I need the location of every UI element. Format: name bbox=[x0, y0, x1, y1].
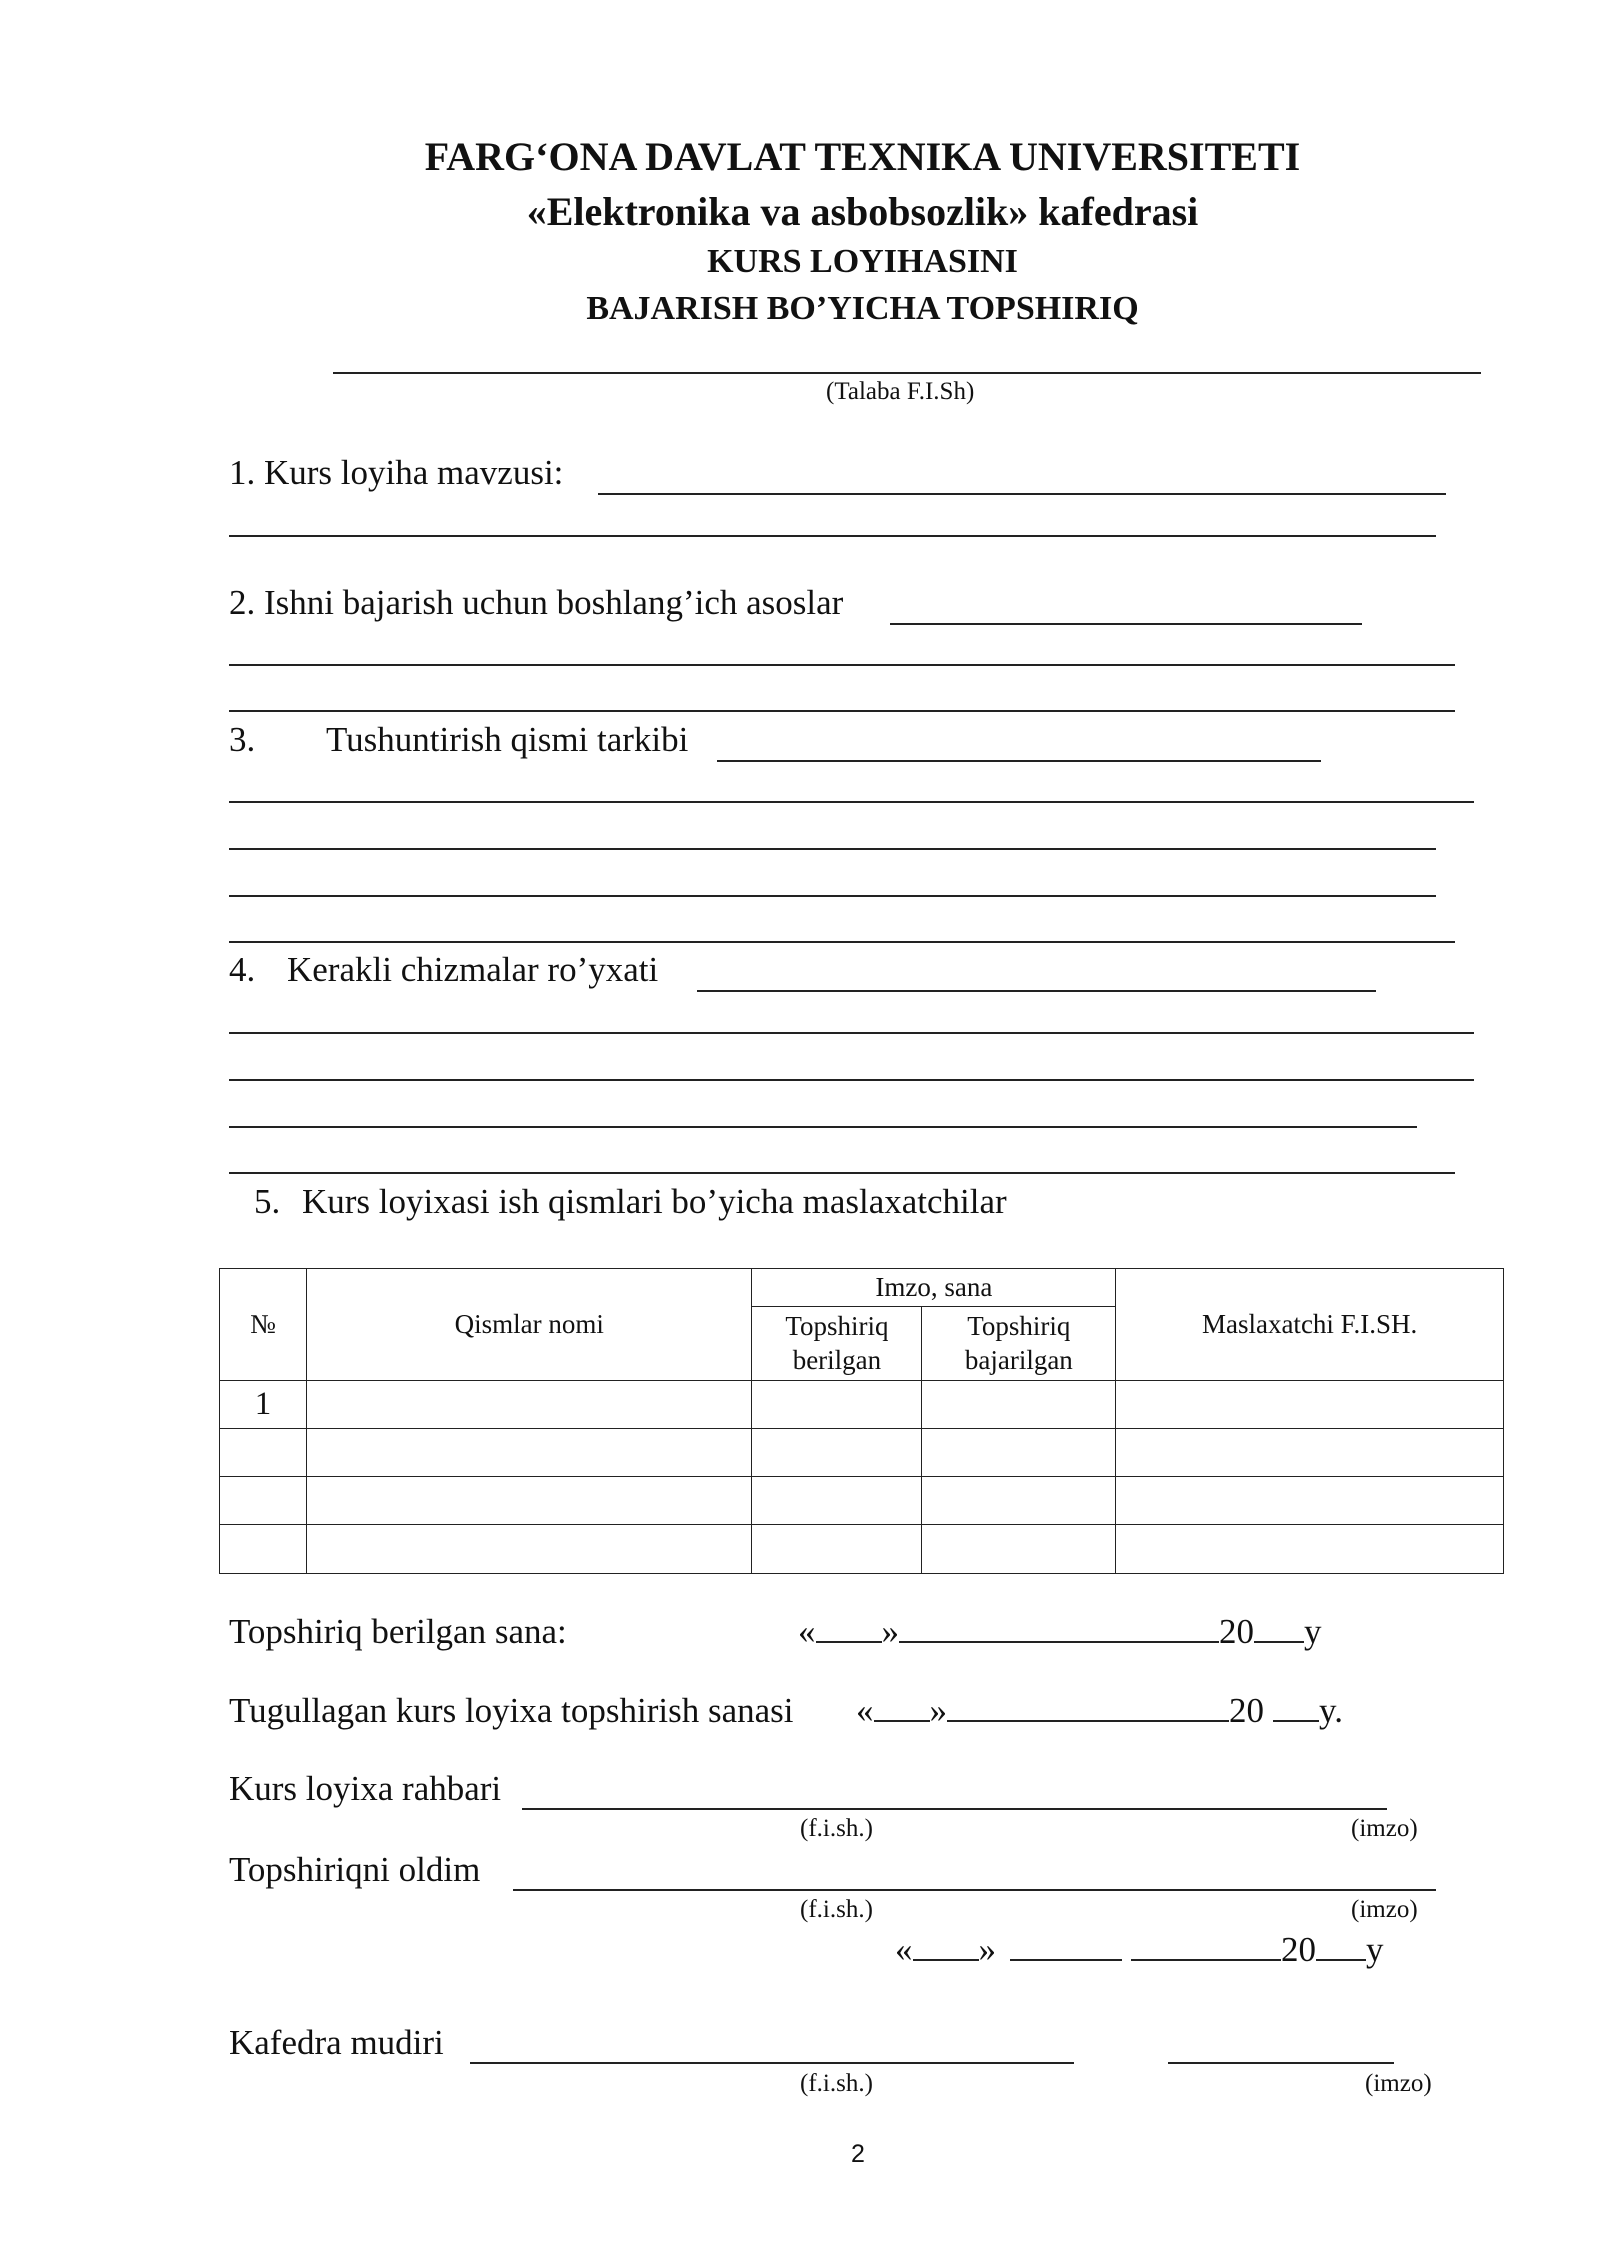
answer-line[interactable] bbox=[717, 760, 1321, 762]
year-blank[interactable] bbox=[1273, 1720, 1319, 1722]
answer-line[interactable] bbox=[229, 535, 1436, 537]
day-blank[interactable] bbox=[874, 1720, 930, 1722]
imzo-caption: (imzo) bbox=[1351, 1815, 1418, 1842]
imzo-caption: (imzo) bbox=[1351, 1896, 1418, 1923]
table-cell[interactable] bbox=[752, 1381, 922, 1429]
open-quote: « bbox=[895, 1930, 913, 1969]
table-cell[interactable] bbox=[220, 1429, 307, 1477]
answer-line[interactable] bbox=[598, 493, 1446, 495]
answer-line[interactable] bbox=[229, 664, 1455, 666]
year-suffix: y bbox=[1366, 1930, 1384, 1969]
title-line-2: BAJARISH BO’YICHA TOPSHIRIQ bbox=[586, 290, 1139, 327]
header-task-done bbox=[922, 1307, 1116, 1381]
submit-date-label: Tugullagan kurs loyixa topshirish sanasi bbox=[229, 1691, 794, 1730]
table-cell[interactable] bbox=[752, 1525, 922, 1574]
given-date-label: Topshiriq berilgan sana: bbox=[229, 1612, 567, 1651]
table-cell[interactable] bbox=[220, 1477, 307, 1525]
head-fish-line[interactable] bbox=[470, 2062, 1074, 2064]
received-signature-line[interactable] bbox=[513, 1889, 1436, 1891]
table-cell[interactable] bbox=[752, 1477, 922, 1525]
section-2-label: 2. Ishni bajarish uchun boshlang’ich asoslar bbox=[229, 583, 844, 622]
header-task-done-line2: bajarilgan bbox=[964, 1344, 1073, 1375]
head-imzo-line[interactable] bbox=[1168, 2062, 1394, 2064]
table-cell[interactable] bbox=[1116, 1429, 1504, 1477]
month-blank[interactable] bbox=[1131, 1959, 1281, 1961]
supervisor-label: Kurs loyixa rahbari bbox=[229, 1769, 502, 1808]
header-task-given-line1: Topshiriq bbox=[785, 1310, 889, 1341]
header-part-name: Qismlar nomi bbox=[306, 1269, 752, 1381]
header-task-given-line2: berilgan bbox=[792, 1344, 882, 1375]
university-name: FARG‘ONA DAVLAT TEXNIKA UNIVERSITETI bbox=[424, 134, 1301, 179]
student-name-line[interactable] bbox=[333, 372, 1481, 374]
year-blank[interactable] bbox=[1254, 1641, 1304, 1643]
day-blank[interactable] bbox=[913, 1959, 979, 1961]
answer-line[interactable] bbox=[229, 848, 1436, 850]
table-row bbox=[220, 1477, 1504, 1525]
month-blank[interactable] bbox=[1010, 1959, 1122, 1961]
section-4-label: Kerakli chizmalar ro’yxati bbox=[287, 950, 659, 989]
fish-caption: (f.i.sh.) bbox=[800, 2070, 873, 2097]
open-quote: « bbox=[798, 1612, 816, 1651]
year-suffix: y bbox=[1304, 1612, 1322, 1651]
close-quote: » bbox=[881, 1612, 899, 1651]
table-cell[interactable] bbox=[306, 1429, 752, 1477]
answer-line[interactable] bbox=[229, 895, 1436, 897]
given-date-field[interactable] bbox=[798, 1612, 1322, 1652]
header-task-given bbox=[752, 1307, 922, 1381]
header-number: № bbox=[220, 1269, 307, 1381]
table-row bbox=[220, 1429, 1504, 1477]
received-date-field[interactable] bbox=[895, 1930, 1384, 1970]
table-cell[interactable] bbox=[306, 1381, 752, 1429]
department-name: «Elektronika va asbobsozlik» kafedrasi bbox=[526, 189, 1199, 234]
table-cell[interactable] bbox=[220, 1525, 307, 1574]
header-task-done-line1: Topshiriq bbox=[967, 1310, 1071, 1341]
year-prefix: 20 bbox=[1229, 1691, 1264, 1730]
section-1-label: 1. Kurs loyiha mavzusi: bbox=[229, 453, 564, 492]
month-blank[interactable] bbox=[899, 1641, 1219, 1643]
received-label: Topshiriqni oldim bbox=[229, 1850, 481, 1889]
header-adviser: Maslaxatchi F.I.SH. bbox=[1116, 1269, 1504, 1381]
table-cell[interactable] bbox=[922, 1477, 1116, 1525]
month-blank[interactable] bbox=[947, 1720, 1229, 1722]
section-3-label: Tushuntirish qismi tarkibi bbox=[326, 720, 689, 759]
advisers-table bbox=[219, 1268, 1504, 1574]
table-cell[interactable] bbox=[1116, 1525, 1504, 1574]
year-prefix: 20 bbox=[1281, 1930, 1316, 1969]
answer-line[interactable] bbox=[229, 1032, 1474, 1034]
answer-line[interactable] bbox=[229, 1172, 1455, 1174]
answer-line[interactable] bbox=[229, 710, 1455, 712]
day-blank[interactable] bbox=[816, 1641, 882, 1643]
fish-caption: (f.i.sh.) bbox=[800, 1815, 873, 1842]
student-caption: (Talaba F.I.Sh) bbox=[826, 378, 975, 405]
table-cell[interactable] bbox=[306, 1477, 752, 1525]
submit-date-field[interactable] bbox=[856, 1691, 1343, 1731]
answer-line[interactable] bbox=[229, 801, 1474, 803]
page-number: 2 bbox=[851, 2140, 865, 2168]
table-cell[interactable] bbox=[752, 1429, 922, 1477]
supervisor-signature-line[interactable] bbox=[522, 1808, 1387, 1810]
table-cell[interactable] bbox=[922, 1525, 1116, 1574]
header-signature-date: Imzo, sana bbox=[752, 1269, 1116, 1307]
fish-caption: (f.i.sh.) bbox=[800, 1896, 873, 1923]
answer-line[interactable] bbox=[890, 623, 1362, 625]
table-cell[interactable] bbox=[1116, 1477, 1504, 1525]
imzo-caption: (imzo) bbox=[1365, 2070, 1432, 2097]
table-cell[interactable] bbox=[306, 1525, 752, 1574]
title-line-1: KURS LOYIHASINI bbox=[707, 243, 1018, 280]
table-row bbox=[220, 1525, 1504, 1574]
table-row bbox=[220, 1381, 1504, 1429]
answer-line[interactable] bbox=[229, 941, 1455, 943]
answer-line[interactable] bbox=[229, 1079, 1474, 1081]
head-label: Kafedra mudiri bbox=[229, 2023, 444, 2062]
year-prefix: 20 bbox=[1219, 1612, 1254, 1651]
year-blank[interactable] bbox=[1316, 1959, 1366, 1961]
section-5-number: 5. bbox=[254, 1182, 281, 1221]
close-quote: » bbox=[929, 1691, 947, 1730]
section-4-number: 4. bbox=[229, 950, 256, 989]
table-cell[interactable] bbox=[922, 1381, 1116, 1429]
answer-line[interactable] bbox=[229, 1126, 1417, 1128]
table-cell[interactable] bbox=[1116, 1381, 1504, 1429]
row-number: 1 bbox=[220, 1381, 307, 1429]
section-3-number: 3. bbox=[229, 720, 256, 759]
table-cell[interactable] bbox=[922, 1429, 1116, 1477]
open-quote: « bbox=[856, 1691, 874, 1730]
close-quote: » bbox=[978, 1930, 996, 1969]
year-suffix: y. bbox=[1319, 1691, 1343, 1730]
section-5-label: Kurs loyixasi ish qismlari bo’yicha maslaxatchilar bbox=[302, 1182, 1007, 1221]
answer-line[interactable] bbox=[697, 990, 1376, 992]
